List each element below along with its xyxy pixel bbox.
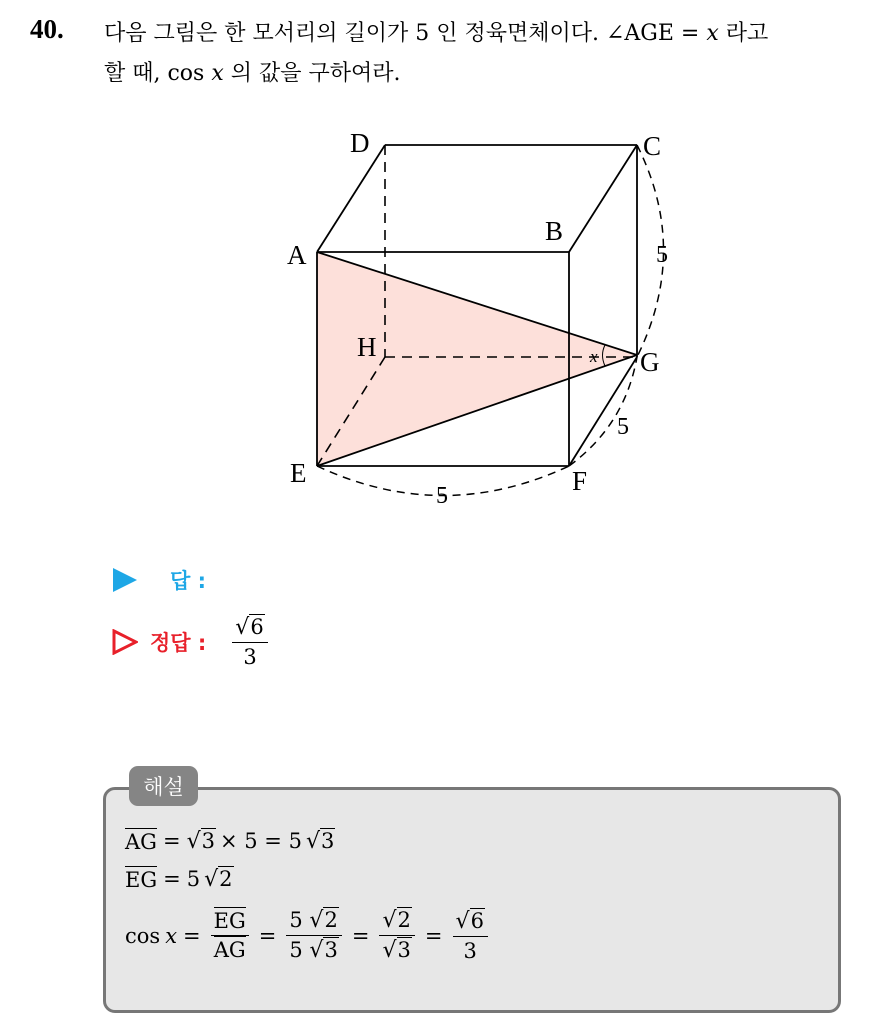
- cube-diagram: [270, 110, 700, 530]
- answer-label: 답 :: [170, 569, 206, 593]
- solution-line-2: EG = 5 √2: [125, 866, 233, 892]
- solution-tab: 해설: [129, 766, 198, 806]
- solution-line-3: cos x = $\frac{EG}{AG}$ = $\frac{5 √2}{5 √3}$ = $\frac{√2}{√3}$ = $\frac{√6}{3}$: [125, 908, 492, 963]
- solution-line-1: AG = √3 × 5 = 5 √3: [125, 828, 335, 854]
- label-e: E: [290, 458, 307, 488]
- question-text-line2: 할 때, cos x 의 값을 구하여라.: [104, 61, 401, 86]
- var-x: x: [706, 21, 719, 46]
- label-c: C: [643, 131, 662, 161]
- label-d: D: [350, 128, 370, 158]
- var-x: x: [211, 61, 224, 86]
- play-triangle-icon: [112, 567, 138, 593]
- label-a: A: [287, 240, 307, 270]
- answer-row: [112, 560, 206, 600]
- question-text-line1: 다음 그림은 한 모서리의 길이가 5 인 정육면체이다. ∠AGE = x 라고: [104, 21, 769, 46]
- outline-triangle-icon: [112, 629, 138, 655]
- label-f: F: [572, 466, 588, 496]
- angle-x-label: x: [590, 347, 598, 366]
- correct-answer-value: $\frac{√6}{3}$: [228, 615, 271, 669]
- question-number: 40.: [30, 14, 64, 44]
- label-h: H: [357, 332, 377, 362]
- edge-label-fg: 5: [617, 414, 629, 440]
- correct-label: 정답 :: [150, 631, 207, 655]
- edge-label-ef: 5: [436, 483, 448, 509]
- solution-box: [103, 787, 841, 1013]
- correct-answer-row: [112, 615, 272, 669]
- label-g: G: [640, 347, 660, 377]
- edge-label-gc: 5: [656, 242, 668, 268]
- label-b: B: [545, 216, 564, 246]
